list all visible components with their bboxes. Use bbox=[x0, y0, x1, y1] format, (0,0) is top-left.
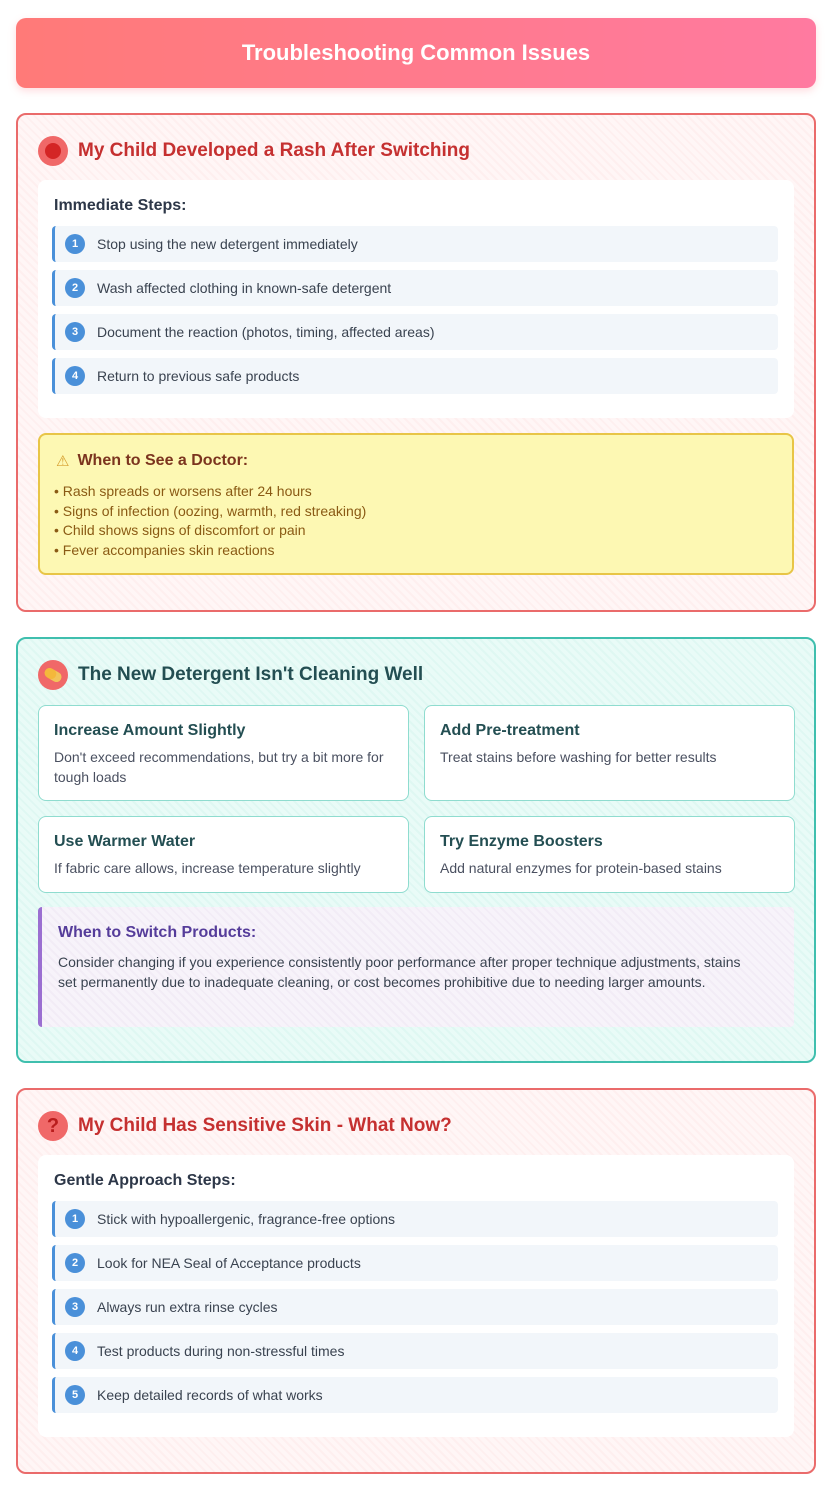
list-item: • Signs of infection (oozing, warmth, red streaking) bbox=[54, 502, 367, 519]
sensitive-skin-section-header bbox=[38, 1110, 452, 1142]
step-item bbox=[52, 226, 778, 262]
step-number: 4 bbox=[65, 1341, 85, 1361]
step-number: 1 bbox=[65, 1209, 85, 1229]
tip-description: Add natural enzymes for protein-based stains bbox=[440, 860, 722, 876]
list-item: • Child shows signs of discomfort or pain bbox=[54, 522, 306, 538]
step-item bbox=[52, 270, 778, 306]
step-item bbox=[52, 314, 778, 350]
rash-section bbox=[16, 113, 816, 612]
doctor-warning-box bbox=[38, 433, 794, 575]
switch-products-box bbox=[38, 907, 794, 1027]
step-number: 1 bbox=[65, 234, 85, 254]
step-number: 2 bbox=[65, 1253, 85, 1273]
cleaning-section bbox=[16, 637, 816, 1063]
immediate-steps-card bbox=[38, 180, 794, 418]
doctor-warning-list bbox=[54, 482, 366, 560]
tip-title: Add Pre-treatment bbox=[440, 722, 580, 739]
step-number: 3 bbox=[65, 1297, 85, 1317]
immediate-steps-label: Immediate Steps: bbox=[54, 197, 187, 214]
gentle-steps-label: Gentle Approach Steps: bbox=[54, 1172, 236, 1189]
pill-icon bbox=[38, 660, 68, 690]
tip-description: Treat stains before washing for better results bbox=[440, 749, 717, 765]
step-item bbox=[52, 1201, 778, 1237]
step-text: Return to previous safe products bbox=[97, 368, 300, 384]
tip-card bbox=[424, 816, 795, 893]
page-title: Troubleshooting Common Issues bbox=[241, 40, 591, 65]
step-number: 4 bbox=[65, 366, 85, 386]
step-item bbox=[52, 1333, 778, 1369]
doctor-warning-title: When to See a Doctor: bbox=[77, 452, 249, 469]
gentle-steps-card bbox=[38, 1155, 794, 1437]
tip-card bbox=[38, 705, 409, 801]
tip-title: Increase Amount Slightly bbox=[54, 722, 246, 739]
tip-title: Try Enzyme Boosters bbox=[440, 833, 603, 850]
step-item bbox=[52, 1289, 778, 1325]
step-text: Document the reaction (photos, timing, affected areas) bbox=[97, 324, 435, 340]
step-number: 3 bbox=[65, 322, 85, 342]
page-title-banner bbox=[16, 18, 816, 88]
cleaning-section-title: The New Detergent Isn't Cleaning Well bbox=[78, 664, 424, 685]
tip-title: Use Warmer Water bbox=[54, 833, 196, 850]
red-circle-icon bbox=[38, 136, 68, 166]
switch-products-text: Consider changing if you experience consistently poor performance after proper technique adjustments, stains set permanently due to inadequate cleaning, or cost becomes prohibitive due to needing larger amounts. bbox=[58, 954, 741, 990]
tip-description: If fabric care allows, increase temperature slightly bbox=[54, 860, 361, 876]
cleaning-section-header bbox=[38, 659, 423, 691]
sensitive-skin-section bbox=[16, 1088, 816, 1474]
rash-section-title: My Child Developed a Rash After Switching bbox=[78, 140, 471, 161]
step-number: 5 bbox=[65, 1385, 85, 1405]
step-number: 2 bbox=[65, 278, 85, 298]
list-item: • Rash spreads or worsens after 24 hours bbox=[54, 483, 312, 499]
step-text: Keep detailed records of what works bbox=[97, 1387, 323, 1403]
list-item: • Fever accompanies skin reactions bbox=[54, 541, 275, 558]
step-text: Test products during non-stressful times bbox=[97, 1343, 345, 1359]
sensitive-skin-section-title: My Child Has Sensitive Skin - What Now? bbox=[78, 1115, 452, 1136]
tip-card bbox=[38, 816, 409, 893]
warning-icon: ⚠ bbox=[56, 453, 70, 470]
step-text: Stop using the new detergent immediately bbox=[97, 236, 358, 252]
step-item bbox=[52, 1377, 778, 1413]
step-item bbox=[52, 358, 778, 394]
question-mark-icon: ? bbox=[38, 1111, 68, 1141]
step-text: Look for NEA Seal of Acceptance products bbox=[97, 1255, 361, 1271]
switch-products-title: When to Switch Products: bbox=[58, 924, 257, 941]
tip-description: Don't exceed recommendations, but try a bit more for tough loads bbox=[54, 749, 384, 785]
step-text: Wash affected clothing in known-safe detergent bbox=[97, 280, 392, 296]
doctor-warning-header bbox=[56, 452, 248, 470]
tip-card bbox=[424, 705, 795, 801]
step-text: Always run extra rinse cycles bbox=[97, 1299, 278, 1315]
rash-section-header bbox=[38, 135, 470, 167]
step-item bbox=[52, 1245, 778, 1281]
step-text: Stick with hypoallergenic, fragrance-free options bbox=[97, 1211, 396, 1227]
